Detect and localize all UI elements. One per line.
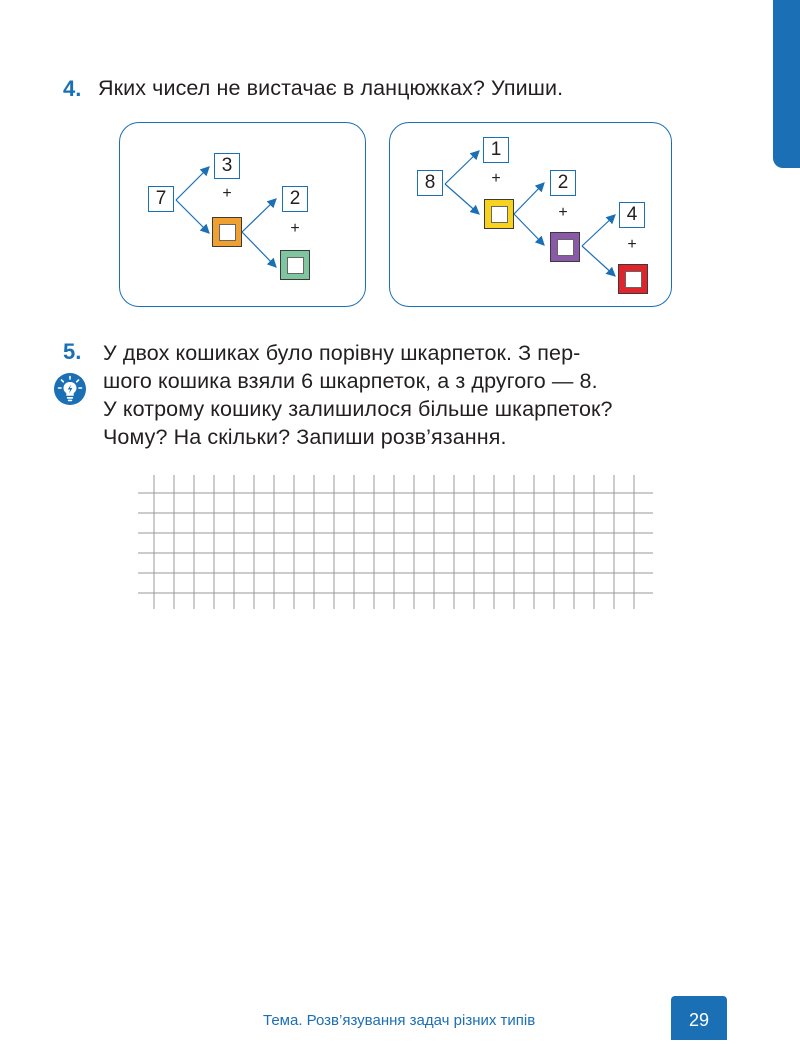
answer-blank: [557, 239, 574, 256]
chain-2-addend-3: 4: [619, 202, 645, 228]
chain-2-plus-3: +: [627, 236, 637, 253]
chain-1-plus-2: +: [290, 220, 300, 237]
chain-1-addend-1: 3: [214, 153, 240, 179]
answer-blank: [287, 257, 304, 274]
chain-1-start-number: 7: [148, 186, 174, 212]
chain-1-arrows: [120, 123, 367, 308]
chain-2-addend-1: 1: [483, 137, 509, 163]
task-4-number: 4.: [63, 76, 82, 101]
chain-2-addend-2: 2: [550, 170, 576, 196]
chain-2-plus-1: +: [491, 170, 501, 187]
chain-2-plus-2: +: [558, 204, 568, 221]
task-5-line-3: У котрому кошику залишилося більше шкарпеток?: [103, 397, 613, 421]
side-tab-marker: [773, 0, 800, 168]
chain-1-plus-1: +: [222, 185, 232, 202]
lightbulb-icon: [54, 373, 86, 405]
page-number: 29: [671, 996, 727, 1040]
task-5-line-4: Чому? На скільки? Запиши розв’язання.: [103, 425, 507, 449]
chain-1-answer-box-green[interactable]: [280, 250, 310, 280]
task-5-line-2: шого кошика взяли 6 шкарпеток, а з другого — 8.: [103, 369, 598, 393]
chain-card-2: [389, 122, 672, 307]
chain-card-1: [119, 122, 366, 307]
chain-2-answer-box-yellow[interactable]: [484, 199, 514, 229]
task-4-text: Яких чисел не вистачає в ланцюжках? Упиши.: [98, 76, 564, 100]
chain-1-answer-box-orange[interactable]: [212, 217, 242, 247]
footer-topic: Тема. Розв’язування задач різних типів: [263, 1012, 536, 1029]
answer-blank: [625, 271, 642, 288]
chain-2-start-number: 8: [417, 170, 443, 196]
chain-2-answer-box-red[interactable]: [618, 264, 648, 294]
chain-1-addend-2: 2: [282, 186, 308, 212]
answer-blank: [219, 224, 236, 241]
answer-grid[interactable]: [138, 475, 658, 609]
chain-2-answer-box-purple[interactable]: [550, 232, 580, 262]
answer-blank: [491, 206, 508, 223]
task-5-line-1: У двох кошиках було порівну шкарпеток. З пер-: [103, 341, 581, 365]
task-5-number: 5.: [63, 339, 82, 364]
